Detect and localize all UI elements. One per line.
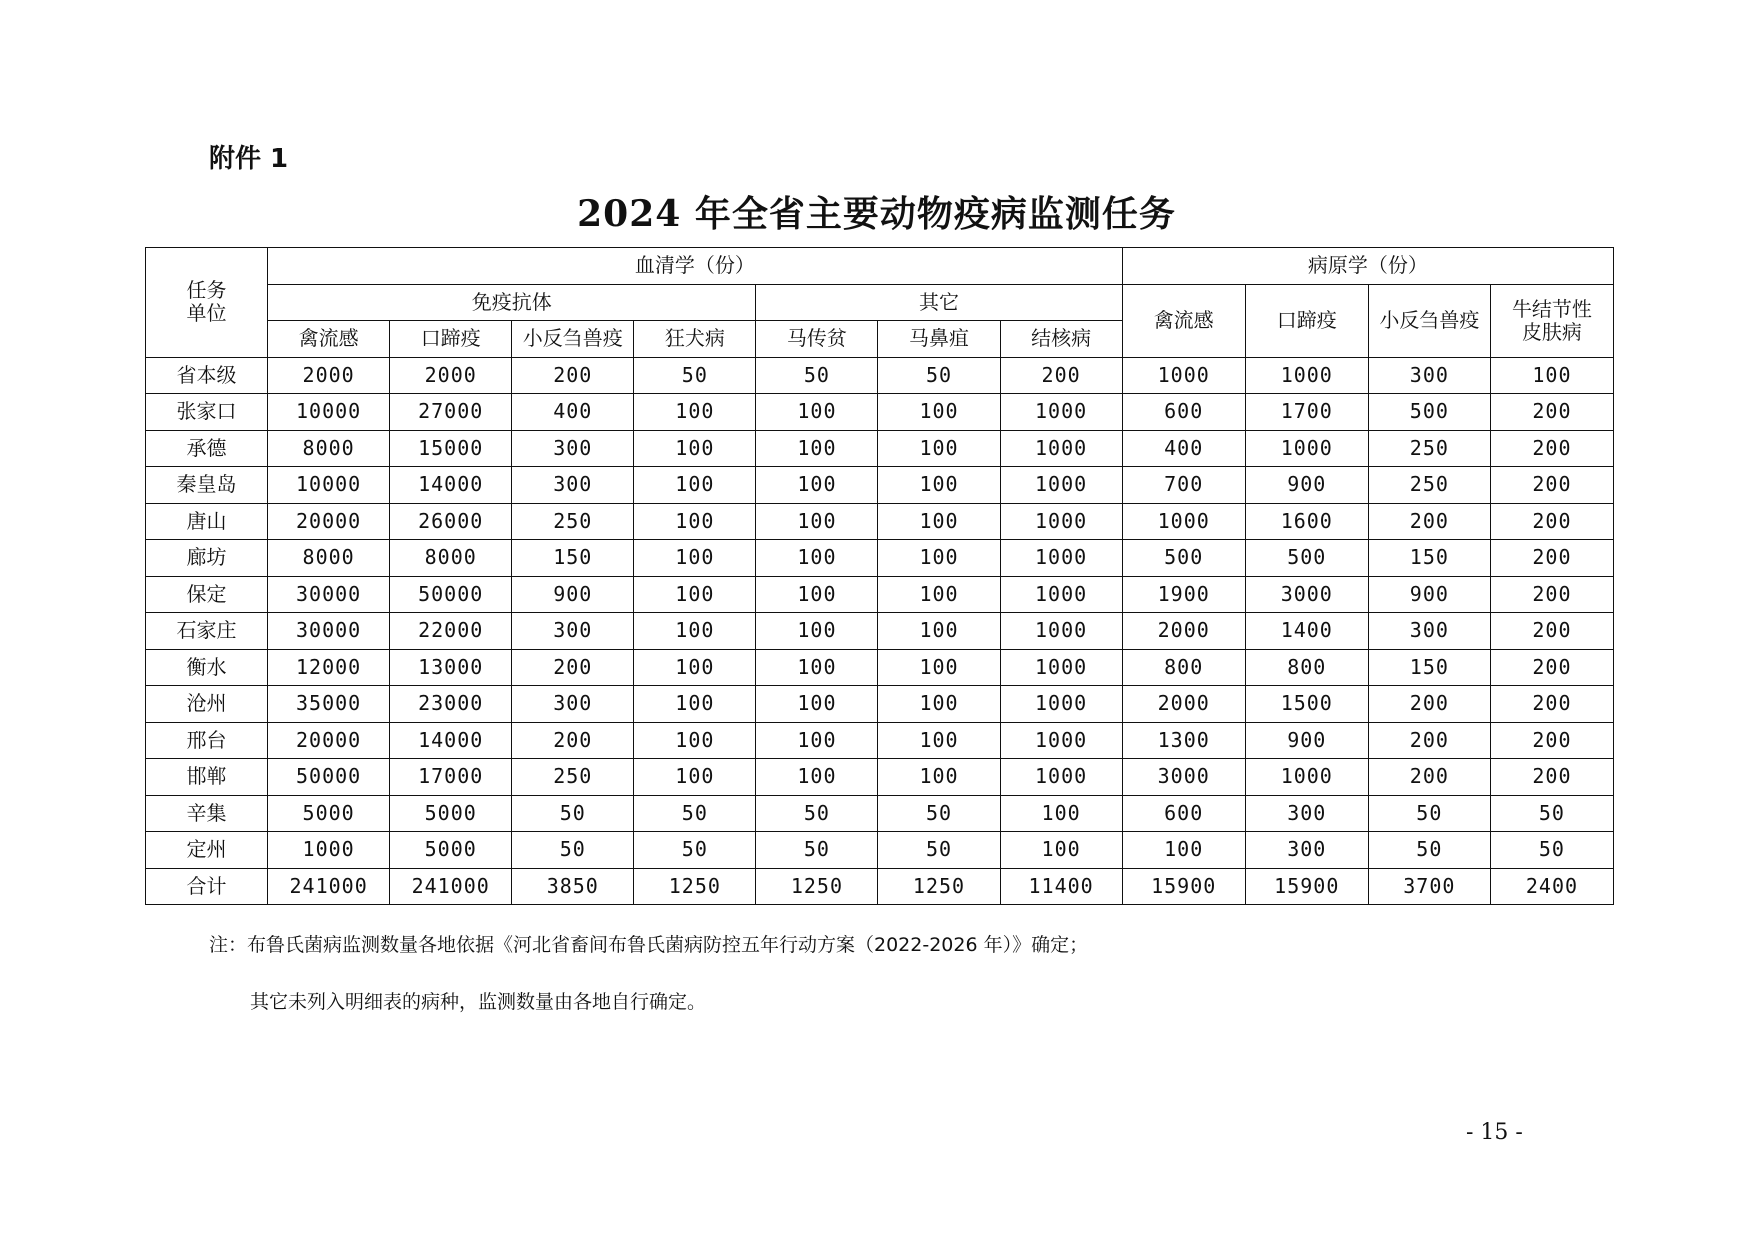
attachment-label: 附件 1	[209, 144, 289, 174]
value-cell: 1000	[1245, 759, 1368, 796]
value-cell: 50000	[268, 759, 390, 796]
value-cell: 5000	[268, 795, 390, 832]
header-serology-col: 马传贫	[756, 321, 878, 358]
value-cell: 300	[512, 686, 634, 723]
value-cell: 100	[878, 649, 1000, 686]
value-cell: 1000	[268, 832, 390, 869]
value-cell: 100	[878, 686, 1000, 723]
unit-cell: 廊坊	[146, 540, 268, 577]
header-serology-col: 小反刍兽疫	[512, 321, 634, 358]
value-cell: 241000	[390, 868, 512, 905]
table-row	[146, 868, 1614, 905]
value-cell: 300	[512, 613, 634, 650]
unit-cell: 省本级	[146, 357, 268, 394]
value-cell: 200	[1490, 430, 1613, 467]
value-cell: 300	[1245, 832, 1368, 869]
table-row	[146, 613, 1614, 650]
value-cell: 500	[1122, 540, 1245, 577]
value-cell: 100	[634, 576, 756, 613]
value-cell: 3000	[1122, 759, 1245, 796]
table-row	[146, 540, 1614, 577]
unit-cell: 保定	[146, 576, 268, 613]
value-cell: 250	[512, 759, 634, 796]
value-cell: 100	[756, 503, 878, 540]
unit-cell: 定州	[146, 832, 268, 869]
value-cell: 1000	[1122, 503, 1245, 540]
document-title: 2024 年全省主要动物疫病监测任务	[577, 193, 1176, 235]
unit-cell: 张家口	[146, 394, 268, 431]
value-cell: 200	[1490, 722, 1613, 759]
value-cell: 50	[756, 357, 878, 394]
value-cell: 1000	[1000, 649, 1122, 686]
value-cell: 1700	[1245, 394, 1368, 431]
value-cell: 2000	[1122, 613, 1245, 650]
value-cell: 800	[1122, 649, 1245, 686]
value-cell: 900	[1245, 467, 1368, 504]
value-cell: 50	[1368, 832, 1490, 869]
value-cell: 13000	[390, 649, 512, 686]
value-cell: 100	[634, 467, 756, 504]
value-cell: 100	[878, 430, 1000, 467]
value-cell: 1000	[1000, 759, 1122, 796]
value-cell: 20000	[268, 722, 390, 759]
value-cell: 10000	[268, 467, 390, 504]
value-cell: 50	[634, 795, 756, 832]
value-cell: 1000	[1245, 357, 1368, 394]
value-cell: 100	[756, 394, 878, 431]
value-cell: 400	[1122, 430, 1245, 467]
value-cell: 8000	[268, 540, 390, 577]
value-cell: 50	[512, 795, 634, 832]
value-cell: 1000	[1000, 503, 1122, 540]
value-cell: 50	[634, 357, 756, 394]
value-cell: 26000	[390, 503, 512, 540]
value-cell: 150	[1368, 649, 1490, 686]
value-cell: 50	[756, 832, 878, 869]
unit-cell: 秦皇岛	[146, 467, 268, 504]
value-cell: 1300	[1122, 722, 1245, 759]
value-cell: 1250	[634, 868, 756, 905]
value-cell: 100	[756, 649, 878, 686]
value-cell: 900	[512, 576, 634, 613]
value-cell: 100	[756, 467, 878, 504]
value-cell: 1250	[878, 868, 1000, 905]
value-cell: 250	[1368, 467, 1490, 504]
value-cell: 100	[756, 759, 878, 796]
value-cell: 100	[878, 759, 1000, 796]
value-cell: 100	[634, 430, 756, 467]
value-cell: 30000	[268, 576, 390, 613]
value-cell: 300	[512, 430, 634, 467]
note-line-2: 其它未列入明细表的病种，监测数量由各地自行确定。	[250, 991, 707, 1013]
value-cell: 241000	[268, 868, 390, 905]
value-cell: 200	[1490, 759, 1613, 796]
value-cell: 1000	[1000, 722, 1122, 759]
value-cell: 14000	[390, 722, 512, 759]
value-cell: 15900	[1122, 868, 1245, 905]
value-cell: 100	[756, 686, 878, 723]
value-cell: 10000	[268, 394, 390, 431]
header-serology-col: 口蹄疫	[390, 321, 512, 358]
value-cell: 150	[1368, 540, 1490, 577]
unit-cell: 承德	[146, 430, 268, 467]
value-cell: 50	[1368, 795, 1490, 832]
header-pathogen-col: 小反刍兽疫	[1368, 284, 1490, 357]
table-row	[146, 649, 1614, 686]
value-cell: 1000	[1000, 540, 1122, 577]
value-cell: 50	[512, 832, 634, 869]
table-row	[146, 357, 1614, 394]
value-cell: 100	[878, 394, 1000, 431]
value-cell: 1500	[1245, 686, 1368, 723]
value-cell: 100	[756, 576, 878, 613]
unit-cell: 沧州	[146, 686, 268, 723]
value-cell: 2000	[1122, 686, 1245, 723]
value-cell: 3700	[1368, 868, 1490, 905]
value-cell: 1000	[1245, 430, 1368, 467]
value-cell: 200	[512, 722, 634, 759]
value-cell: 100	[756, 722, 878, 759]
value-cell: 200	[512, 357, 634, 394]
table-row	[146, 430, 1614, 467]
value-cell: 600	[1122, 795, 1245, 832]
value-cell: 200	[1368, 686, 1490, 723]
page-number: - 15 -	[1466, 1120, 1523, 1145]
value-cell: 3000	[1245, 576, 1368, 613]
value-cell: 100	[878, 540, 1000, 577]
value-cell: 100	[1000, 795, 1122, 832]
value-cell: 2400	[1490, 868, 1613, 905]
unit-cell: 合计	[146, 868, 268, 905]
value-cell: 200	[512, 649, 634, 686]
value-cell: 100	[634, 613, 756, 650]
value-cell: 1600	[1245, 503, 1368, 540]
header-serology: 血清学（份）	[268, 248, 1123, 285]
unit-cell: 石家庄	[146, 613, 268, 650]
header-serology-col: 狂犬病	[634, 321, 756, 358]
value-cell: 12000	[268, 649, 390, 686]
value-cell: 1000	[1000, 430, 1122, 467]
unit-cell: 衡水	[146, 649, 268, 686]
table-row	[146, 795, 1614, 832]
value-cell: 100	[756, 613, 878, 650]
value-cell: 100	[634, 722, 756, 759]
value-cell: 200	[1368, 503, 1490, 540]
header-pathogen-col: 牛结节性 皮肤病	[1490, 284, 1613, 357]
value-cell: 200	[1368, 722, 1490, 759]
value-cell: 5000	[390, 832, 512, 869]
value-cell: 1000	[1000, 576, 1122, 613]
value-cell: 100	[634, 649, 756, 686]
header-unit: 任务 单位	[146, 248, 268, 358]
value-cell: 50	[878, 357, 1000, 394]
value-cell: 100	[878, 613, 1000, 650]
value-cell: 15000	[390, 430, 512, 467]
value-cell: 100	[634, 394, 756, 431]
value-cell: 11400	[1000, 868, 1122, 905]
value-cell: 200	[1368, 759, 1490, 796]
unit-cell: 辛集	[146, 795, 268, 832]
table-row	[146, 832, 1614, 869]
unit-cell: 邢台	[146, 722, 268, 759]
value-cell: 100	[634, 540, 756, 577]
header-serology-col: 马鼻疽	[878, 321, 1000, 358]
table-row	[146, 467, 1614, 504]
value-cell: 100	[634, 503, 756, 540]
value-cell: 100	[1000, 832, 1122, 869]
value-cell: 1000	[1000, 394, 1122, 431]
value-cell: 50	[878, 795, 1000, 832]
table-row	[146, 503, 1614, 540]
value-cell: 17000	[390, 759, 512, 796]
header-serology-col: 禽流感	[268, 321, 390, 358]
value-cell: 100	[878, 503, 1000, 540]
value-cell: 8000	[268, 430, 390, 467]
value-cell: 50	[878, 832, 1000, 869]
value-cell: 15900	[1245, 868, 1368, 905]
value-cell: 1000	[1000, 686, 1122, 723]
value-cell: 35000	[268, 686, 390, 723]
value-cell: 300	[512, 467, 634, 504]
value-cell: 50	[1490, 832, 1613, 869]
value-cell: 500	[1368, 394, 1490, 431]
header-other: 其它	[756, 284, 1122, 321]
value-cell: 3850	[512, 868, 634, 905]
value-cell: 100	[878, 576, 1000, 613]
note-line-1: 注：布鲁氏菌病监测数量各地依据《河北省畜间布鲁氏菌病防控五年行动方案（2022-2026 年）》确定；	[209, 934, 1089, 956]
value-cell: 200	[1490, 394, 1613, 431]
value-cell: 200	[1490, 467, 1613, 504]
value-cell: 200	[1490, 576, 1613, 613]
value-cell: 100	[756, 430, 878, 467]
value-cell: 23000	[390, 686, 512, 723]
value-cell: 200	[1490, 649, 1613, 686]
value-cell: 100	[1490, 357, 1613, 394]
value-cell: 1000	[1122, 357, 1245, 394]
value-cell: 22000	[390, 613, 512, 650]
value-cell: 20000	[268, 503, 390, 540]
value-cell: 900	[1245, 722, 1368, 759]
value-cell: 50000	[390, 576, 512, 613]
value-cell: 200	[1490, 613, 1613, 650]
value-cell: 5000	[390, 795, 512, 832]
table-body	[146, 357, 1614, 905]
value-cell: 100	[1122, 832, 1245, 869]
value-cell: 30000	[268, 613, 390, 650]
value-cell: 27000	[390, 394, 512, 431]
table-row	[146, 722, 1614, 759]
value-cell: 100	[634, 686, 756, 723]
header-pathogen-col: 口蹄疫	[1245, 284, 1368, 357]
value-cell: 800	[1245, 649, 1368, 686]
value-cell: 50	[1490, 795, 1613, 832]
value-cell: 500	[1245, 540, 1368, 577]
value-cell: 50	[634, 832, 756, 869]
value-cell: 150	[512, 540, 634, 577]
value-cell: 200	[1490, 540, 1613, 577]
value-cell: 100	[878, 467, 1000, 504]
value-cell: 1000	[1000, 467, 1122, 504]
value-cell: 1000	[1000, 613, 1122, 650]
value-cell: 100	[756, 540, 878, 577]
value-cell: 300	[1245, 795, 1368, 832]
value-cell: 1250	[756, 868, 878, 905]
value-cell: 100	[878, 722, 1000, 759]
value-cell: 200	[1000, 357, 1122, 394]
value-cell: 200	[1490, 503, 1613, 540]
value-cell: 600	[1122, 394, 1245, 431]
value-cell: 1900	[1122, 576, 1245, 613]
value-cell: 14000	[390, 467, 512, 504]
value-cell: 300	[1368, 357, 1490, 394]
table-row	[146, 686, 1614, 723]
value-cell: 2000	[390, 357, 512, 394]
value-cell: 250	[1368, 430, 1490, 467]
value-cell: 100	[634, 759, 756, 796]
value-cell: 1400	[1245, 613, 1368, 650]
value-cell: 8000	[390, 540, 512, 577]
value-cell: 700	[1122, 467, 1245, 504]
table-row	[146, 576, 1614, 613]
header-pathogen: 病原学（份）	[1122, 248, 1613, 285]
value-cell: 2000	[268, 357, 390, 394]
unit-cell: 邯郸	[146, 759, 268, 796]
table-row	[146, 394, 1614, 431]
unit-cell: 唐山	[146, 503, 268, 540]
value-cell: 200	[1490, 686, 1613, 723]
value-cell: 900	[1368, 576, 1490, 613]
table-row	[146, 759, 1614, 796]
header-pathogen-col: 禽流感	[1122, 284, 1245, 357]
header-immune-antibody: 免疫抗体	[268, 284, 756, 321]
value-cell: 250	[512, 503, 634, 540]
value-cell: 50	[756, 795, 878, 832]
monitoring-task-table	[145, 247, 1614, 905]
header-serology-col: 结核病	[1000, 321, 1122, 358]
value-cell: 400	[512, 394, 634, 431]
value-cell: 300	[1368, 613, 1490, 650]
